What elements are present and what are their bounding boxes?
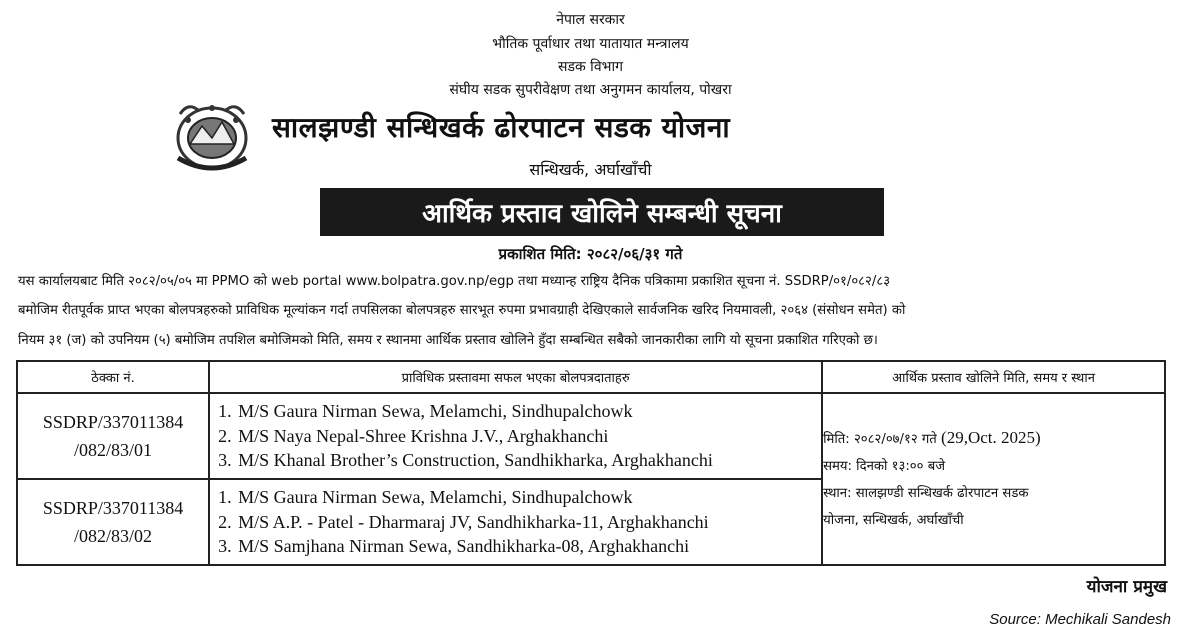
office-name: संघीय सडक सुपरीवेक्षण तथा अनुगमन कार्यालय, पोखरा — [449, 82, 732, 98]
header-contract-no: ठेक्का नं. — [17, 361, 209, 393]
notice-title: आर्थिक प्रस्ताव खोलिने सम्बन्धी सूचना — [422, 199, 782, 229]
published-date: प्रकाशित मिति: २०८२/०६/३१ गते — [498, 245, 683, 263]
opening-place: स्थान: सालझण्डी सन्धिखर्क ढोरपाटन सडक — [823, 486, 1029, 501]
list-item: 2. M/S A.P. - Patel - Dharmaraj JV, Sandhikharka-11, Arghakhanchi — [236, 510, 821, 535]
table-header-row — [17, 361, 1165, 393]
contract-number: SSDRP/337011384 /082/83/01 — [17, 393, 209, 479]
ministry-name: भौतिक पूर्वाधार तथा यातायात मन्त्रालय — [492, 36, 689, 52]
bidder-list — [209, 393, 822, 479]
opening-details — [822, 393, 1165, 565]
list-item: 3. M/S Khanal Brother’s Construction, Sandhikharka, Arghakhanchi — [236, 448, 821, 473]
bid-table — [16, 360, 1166, 566]
source-credit: Source: Mechikali Sandesh — [989, 611, 1171, 628]
body-line-2: बमोजिम रीतपूर्वक प्राप्त भएका बोलपत्रहरुको प्राविधिक मूल्यांकन गर्दा तपसिलका बोलपत्रहरु सारभूत रुपमा प्रभावग्राही देखिएकाले सार्वजनिक खरिद नियमावली, २०६४ (संसोधन समेत) को — [18, 303, 906, 318]
table-row — [17, 393, 1165, 479]
opening-time: समय: दिनको १३:०० बजे — [823, 459, 946, 474]
signature-title: योजना प्रमुख — [1086, 577, 1167, 597]
department-name: सडक विभाग — [558, 59, 623, 75]
body-line-1: यस कार्यालयबाट मिति २०८२/०५/०५ मा PPMO को web portal www.bolpatra.gov.np/egp तथा मध्यान्ह राष्ट्रिय दैनिक पत्रिकामा प्रकाशित सूचना नं. SSDRP/०१/०८२/८३ — [18, 274, 891, 289]
notice-title-bar — [320, 188, 884, 236]
government-name: नेपाल सरकार — [556, 12, 625, 28]
list-item: 1. M/S Gaura Nirman Sewa, Melamchi, Sindhupalchowk — [236, 399, 821, 424]
project-location: सन्धिखर्क, अर्घाखाँची — [529, 160, 652, 179]
opening-place-cont: योजना, सन्धिखर्क, अर्घाखाँची — [823, 513, 964, 528]
header-opening-details: आर्थिक प्रस्ताव खोलिने मिति, समय र स्थान — [822, 361, 1165, 393]
bidder-list — [209, 479, 822, 565]
opening-date: मिति: २०८२/०७/१२ गते (29,Oct. 2025) — [823, 428, 1041, 447]
body-line-3: नियम ३१ (ज) को उपनियम (५) बमोजिम तपशिल बमोजिमको मिति, समय र स्थानमा आर्थिक प्रस्ताव खोलिने हुँदा सम्बन्धित सबैको जानकारीका लागि यो सूचना प्रकाशित गरिएको छ। — [18, 333, 878, 348]
contract-number: SSDRP/337011384 /082/83/02 — [17, 479, 209, 565]
list-item: 1. M/S Gaura Nirman Sewa, Melamchi, Sindhupalchowk — [236, 485, 821, 510]
project-title: सालझण्डी सन्धिखर्क ढोरपाटन सडक योजना — [272, 111, 731, 144]
list-item: 2. M/S Naya Nepal-Shree Krishna J.V., Arghakhanchi — [236, 424, 821, 449]
list-item: 3. M/S Samjhana Nirman Sewa, Sandhikharka-08, Arghakhanchi — [236, 534, 821, 559]
header-successful-bidders: प्राविधिक प्रस्तावमा सफल भएका बोलपत्रदाताहरु — [209, 361, 822, 393]
